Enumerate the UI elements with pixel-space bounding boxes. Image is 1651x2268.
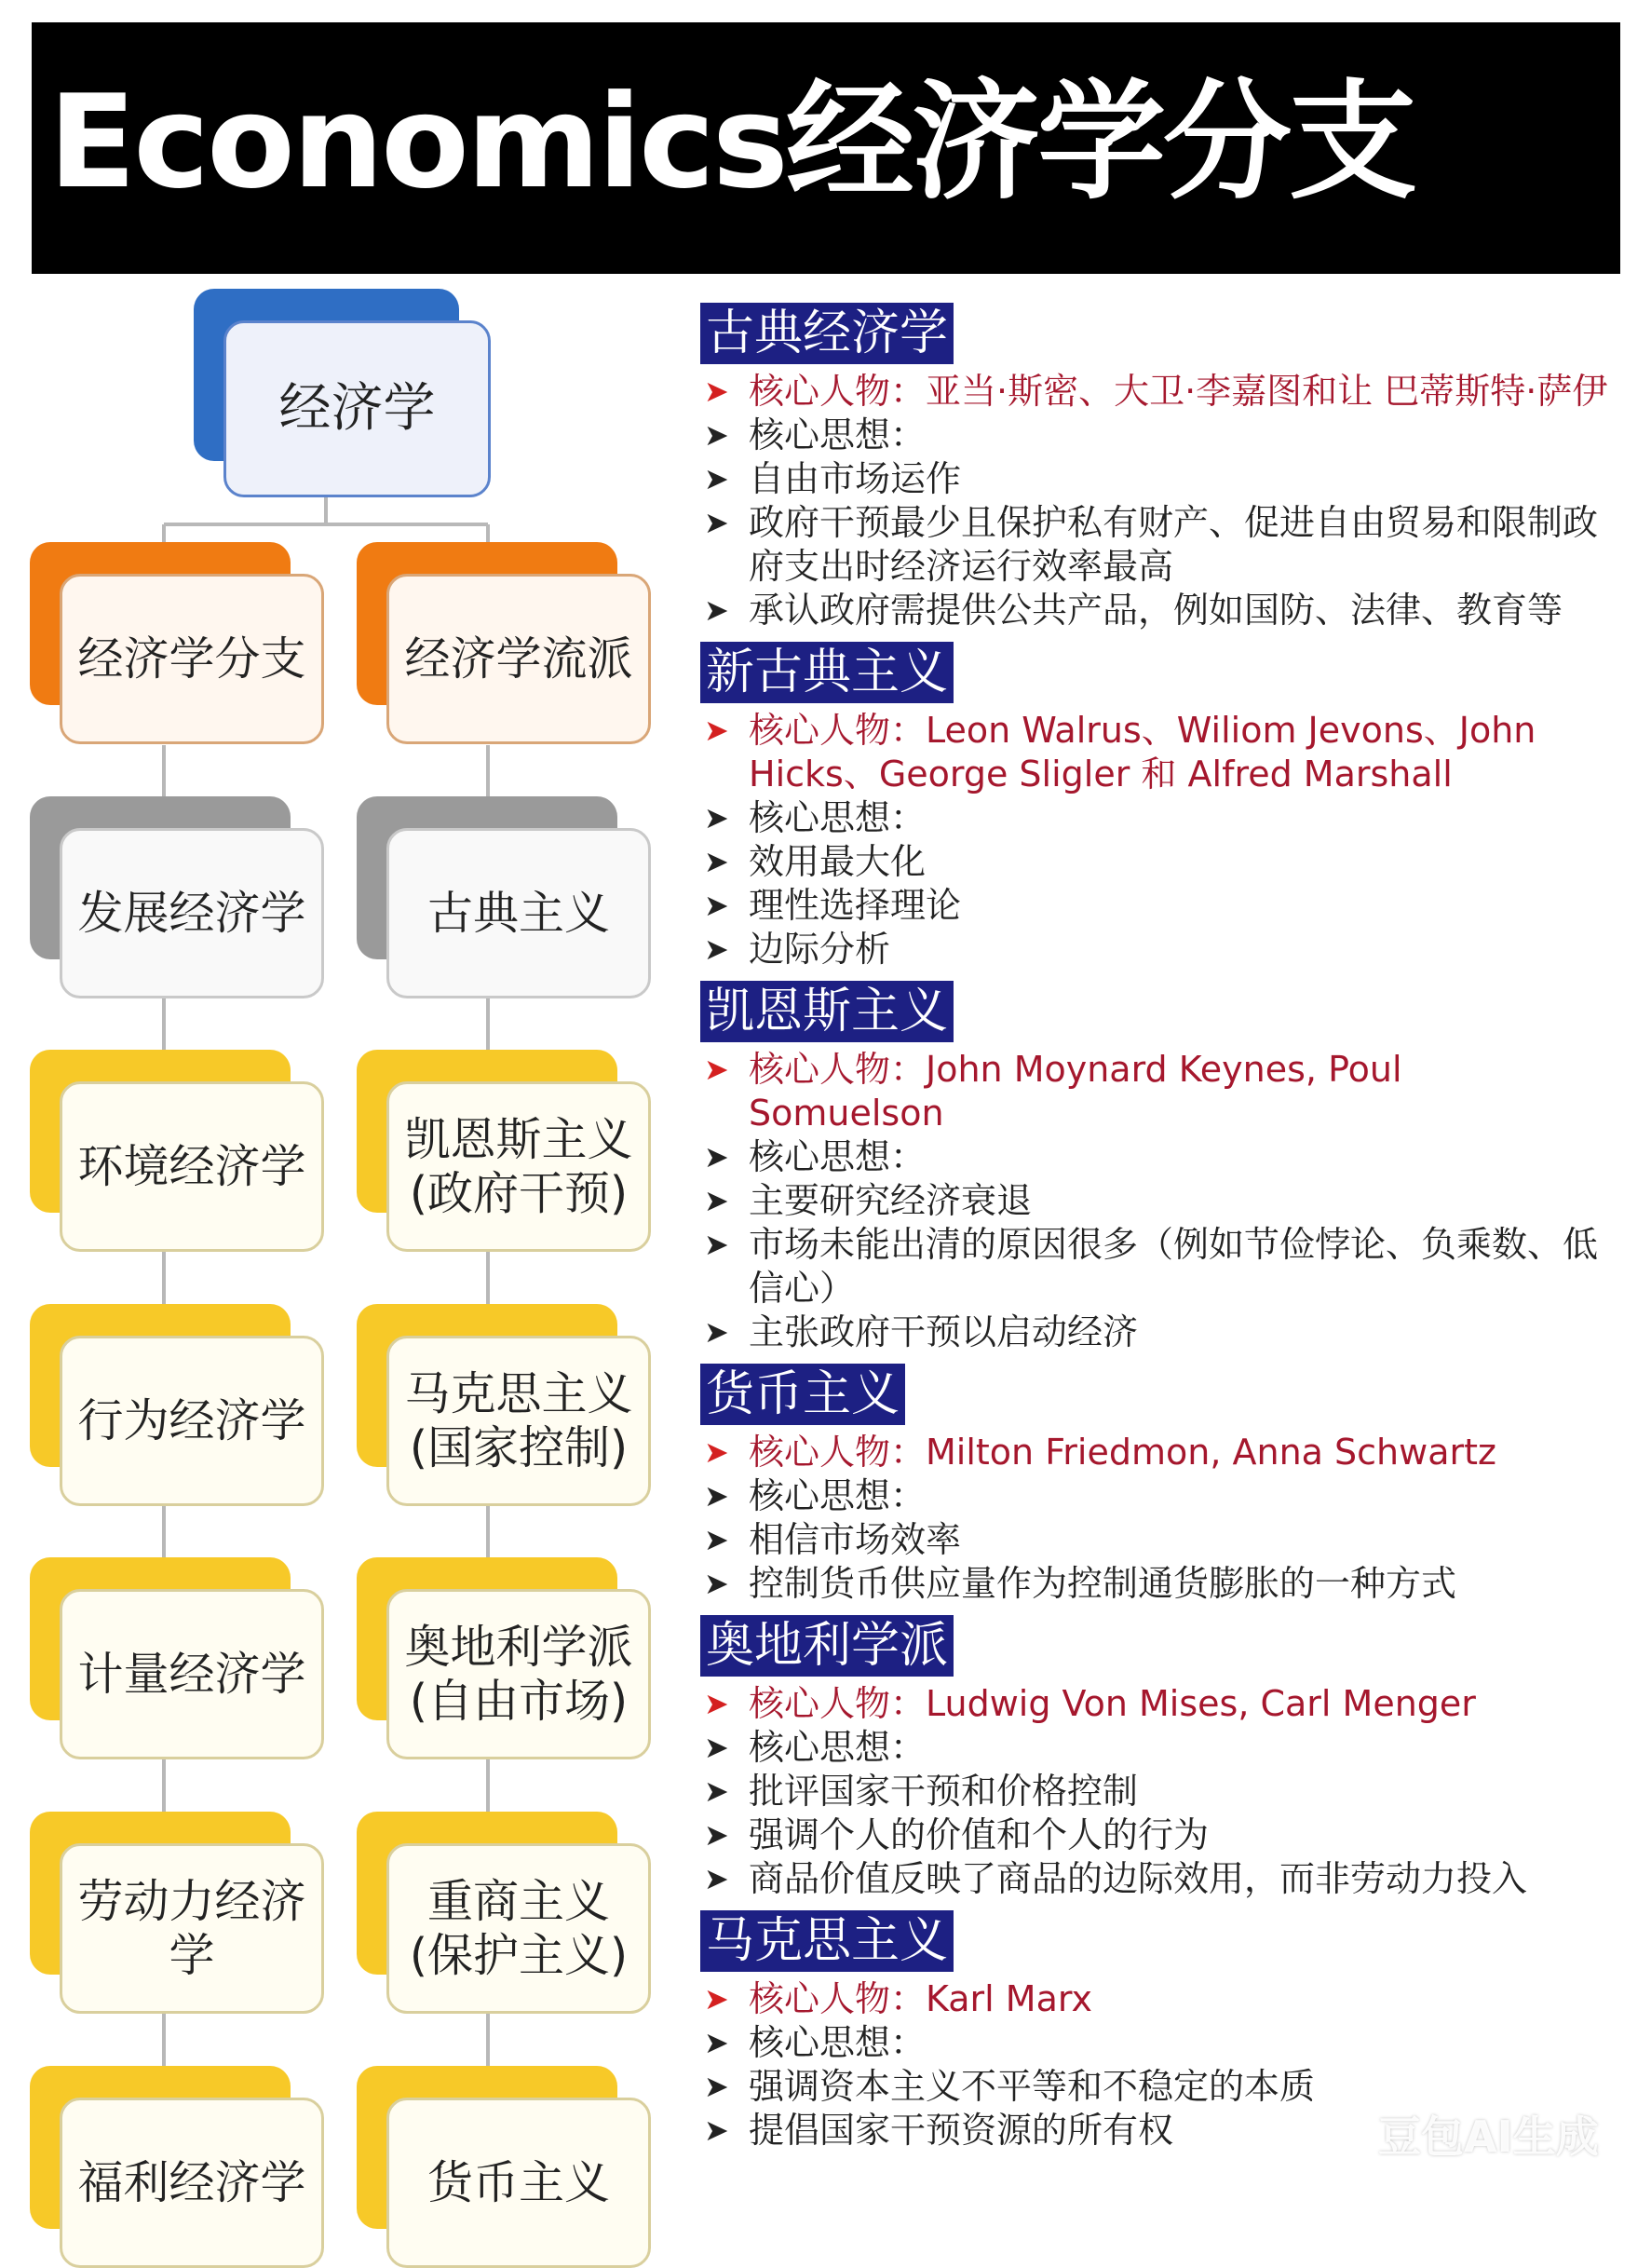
node-card: [386, 1081, 651, 1252]
node-card: [60, 1336, 324, 1506]
page-title: Economics经济学分支: [48, 67, 1414, 217]
key-figures-item: ➤ 核心人物：Leon Walrus、Wiliom Jevons、John Hicks、George Sligler 和 Alfred Marshall: [700, 709, 1608, 796]
node-card: [386, 2098, 651, 2268]
section-neoclassical: [700, 632, 1608, 971]
bullet-item: ➤ 效用最大化: [700, 840, 1608, 884]
node-label: 古典主义: [426, 886, 610, 940]
bullet-item: ➤ 主张政府干预以启动经济: [700, 1311, 1608, 1354]
key-figures-item: ➤ 核心人物：Karl Marx: [700, 1977, 1608, 2021]
node-label-line: (政府干预): [409, 1166, 629, 1220]
node-card: [386, 1336, 651, 1506]
node-label: 经济学分支: [77, 632, 306, 686]
bullet-item: ➤ 承认政府需提供公共产品，例如国防、法律、教育等: [700, 589, 1608, 632]
node-label: 发展经济学: [77, 886, 306, 940]
bullet-item: ➤ 核心思想：: [700, 1135, 1608, 1179]
bullet-item: ➤ 提倡国家干预资源的所有权: [700, 2109, 1608, 2153]
node-label: 经济学流派: [404, 632, 633, 686]
node-label-line: (保护主义): [409, 1928, 629, 1982]
bullet-item: ➤ 强调资本主义不平等和不稳定的本质: [700, 2065, 1608, 2109]
node-card: [60, 828, 324, 998]
schools-description-panel: [700, 293, 1608, 2153]
key-figures-item: ➤ 核心人物：John Moynard Keynes, Poul Somuelson: [700, 1048, 1608, 1135]
bullet-item: ➤ 核心思想：: [700, 1726, 1608, 1770]
bullet-item: ➤ 强调个人的价值和个人的行为: [700, 1813, 1608, 1857]
node-card: [386, 828, 651, 998]
section-title: 新古典主义: [700, 642, 954, 703]
bullet-item: ➤ 核心思想：: [700, 796, 1608, 840]
node-card: [386, 1843, 651, 2014]
node-label-line: 凯恩斯主义: [404, 1112, 633, 1166]
bullet-item: ➤ 控制货币供应量作为控制通货膨胀的一种方式: [700, 1562, 1608, 1606]
bullet-item: ➤ 政府干预最少且保护私有财产、促进自由贸易和限制政府支出时经济运行效率最高: [700, 501, 1608, 589]
section-title: 货币主义: [700, 1364, 905, 1425]
node-label: 行为经济学: [77, 1393, 306, 1447]
key-figures-item: ➤ 核心人物：Milton Friedmon, Anna Schwartz: [700, 1431, 1608, 1474]
key-figures-item: ➤ 核心人物：Ludwig Von Mises, Carl Menger: [700, 1682, 1608, 1726]
bullet-item: ➤ 理性选择理论: [700, 884, 1608, 928]
node-label-line: 重商主义: [426, 1874, 610, 1928]
node-label-line: (自由市场): [409, 1674, 629, 1728]
node-label: 计量经济学: [77, 1647, 306, 1701]
key-figures-item: ➤ 核心人物：亚当·斯密、大卫·李嘉图和让 巴蒂斯特·萨伊: [700, 370, 1608, 414]
node-card: [60, 1589, 324, 1759]
bullet-item: ➤ 市场未能出清的原因很多（例如节俭悖论、负乘数、低信心）: [700, 1223, 1608, 1311]
node-label: 福利经济学: [77, 2155, 306, 2209]
bullet-item: ➤ 核心思想：: [700, 2021, 1608, 2065]
node-label-line: 学: [169, 1928, 215, 1982]
bullet-item: ➤ 自由市场运作: [700, 457, 1608, 501]
bullet-item: ➤ 核心思想：: [700, 1474, 1608, 1518]
section-title: 奥地利学派: [700, 1615, 954, 1677]
section-title: 凯恩斯主义: [700, 981, 954, 1042]
node-label-line: (国家控制): [409, 1420, 629, 1474]
bullet-item: ➤ 商品价值反映了商品的边际效用，而非劳动力投入: [700, 1857, 1608, 1901]
section-austrian: [700, 1606, 1608, 1901]
node-label: 经济学: [278, 377, 436, 439]
bullet-item: ➤ 边际分析: [700, 928, 1608, 971]
section-keynesian: [700, 971, 1608, 1354]
node-card: [386, 1589, 651, 1759]
section-title: 马克思主义: [700, 1910, 954, 1972]
node-card: [386, 574, 651, 744]
node-card: [60, 1843, 324, 2014]
node-card: [223, 320, 491, 497]
node-card: [60, 2098, 324, 2268]
section-monetarism: [700, 1354, 1608, 1606]
node-label-line: 劳动力经济: [77, 1874, 306, 1928]
node-label: 货币主义: [426, 2155, 610, 2209]
section-classical: [700, 293, 1608, 632]
node-card: [60, 574, 324, 744]
bullet-item: ➤ 相信市场效率: [700, 1518, 1608, 1562]
bullet-item: ➤ 批评国家干预和价格控制: [700, 1770, 1608, 1813]
node-label-line: 马克思主义: [404, 1366, 633, 1420]
bullet-item: ➤ 核心思想：: [700, 414, 1608, 457]
watermark: 豆包AI生成: [1378, 2112, 1599, 2162]
bullet-item: ➤ 主要研究经济衰退: [700, 1179, 1608, 1223]
node-card: [60, 1081, 324, 1252]
section-title: 古典经济学: [700, 303, 954, 364]
node-label: 环境经济学: [77, 1139, 306, 1193]
node-label-line: 奥地利学派: [404, 1620, 633, 1674]
